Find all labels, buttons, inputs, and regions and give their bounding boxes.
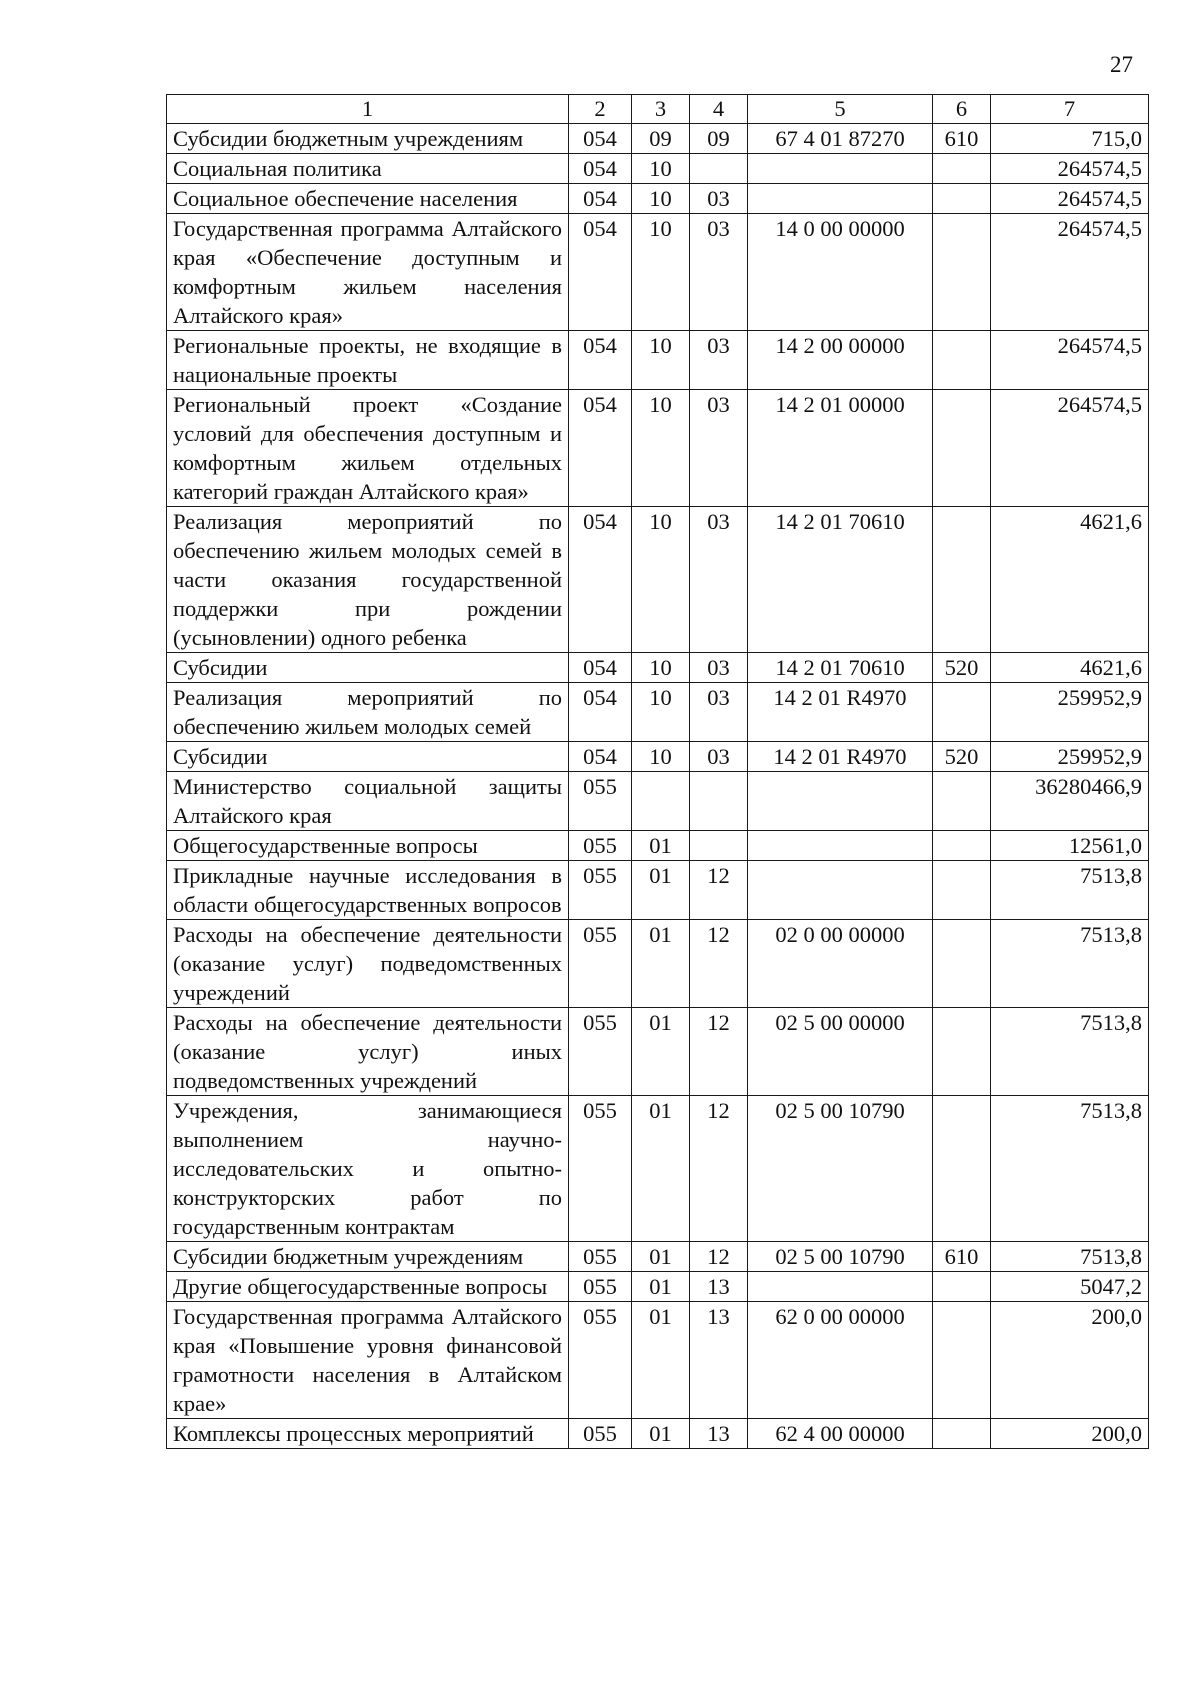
section-code-cell: 01 xyxy=(632,1272,690,1302)
amount-cell: 715,0 xyxy=(991,124,1149,154)
target-item-cell: 67 4 01 87270 xyxy=(748,124,933,154)
table-row xyxy=(167,1419,1149,1449)
table-row xyxy=(167,331,1149,390)
target-item-cell xyxy=(748,831,933,861)
column-header: 5 xyxy=(748,95,933,124)
amount-cell: 12561,0 xyxy=(991,831,1149,861)
section-code-cell: 10 xyxy=(632,653,690,683)
table-row xyxy=(167,1096,1149,1242)
ministry-code-cell: 055 xyxy=(569,1096,632,1242)
table-row xyxy=(167,653,1149,683)
table-row xyxy=(167,1008,1149,1096)
table-row xyxy=(167,920,1149,1008)
column-header: 4 xyxy=(690,95,748,124)
row-name-cell: Субсидии xyxy=(167,653,569,683)
table-row xyxy=(167,683,1149,742)
subsection-code-cell: 03 xyxy=(690,184,748,214)
column-header: 1 xyxy=(167,95,569,124)
ministry-code-cell: 054 xyxy=(569,683,632,742)
ministry-code-cell: 055 xyxy=(569,1242,632,1272)
table-row xyxy=(167,861,1149,920)
column-header: 7 xyxy=(991,95,1149,124)
expense-type-cell xyxy=(933,831,991,861)
subsection-code-cell: 13 xyxy=(690,1419,748,1449)
expense-type-cell xyxy=(933,1272,991,1302)
ministry-code-cell: 055 xyxy=(569,1272,632,1302)
subsection-code-cell xyxy=(690,831,748,861)
target-item-cell: 02 5 00 10790 xyxy=(748,1242,933,1272)
section-code-cell: 10 xyxy=(632,507,690,653)
amount-cell: 7513,8 xyxy=(991,920,1149,1008)
row-name-cell: Прикладные научные исследования в области общегосударственных вопросов xyxy=(167,861,569,920)
subsection-code-cell: 03 xyxy=(690,683,748,742)
target-item-cell xyxy=(748,861,933,920)
row-name-cell: Социальное обеспечение населения xyxy=(167,184,569,214)
section-code-cell: 01 xyxy=(632,1008,690,1096)
table-row xyxy=(167,742,1149,772)
table-row xyxy=(167,184,1149,214)
amount-cell: 5047,2 xyxy=(991,1272,1149,1302)
ministry-code-cell: 054 xyxy=(569,653,632,683)
ministry-code-cell: 055 xyxy=(569,831,632,861)
section-code-cell: 01 xyxy=(632,1242,690,1272)
row-name-cell: Субсидии xyxy=(167,742,569,772)
section-code-cell: 10 xyxy=(632,742,690,772)
subsection-code-cell: 03 xyxy=(690,331,748,390)
amount-cell: 200,0 xyxy=(991,1419,1149,1449)
target-item-cell xyxy=(748,1272,933,1302)
expense-type-cell xyxy=(933,920,991,1008)
subsection-code-cell: 13 xyxy=(690,1302,748,1419)
amount-cell: 200,0 xyxy=(991,1302,1149,1419)
ministry-code-cell: 054 xyxy=(569,390,632,507)
target-item-cell: 02 0 00 00000 xyxy=(748,920,933,1008)
target-item-cell: 02 5 00 10790 xyxy=(748,1096,933,1242)
row-name-cell: Государственная программа Алтайского края «Обеспечение доступным и комфортным жильем населения Алтайского края» xyxy=(167,214,569,331)
row-name-cell: Государственная программа Алтайского края «Повышение уровня финансовой грамотности населения в Алтайском крае» xyxy=(167,1302,569,1419)
expense-type-cell: 610 xyxy=(933,1242,991,1272)
target-item-cell xyxy=(748,772,933,831)
table-row xyxy=(167,214,1149,331)
section-code-cell: 10 xyxy=(632,683,690,742)
subsection-code-cell: 12 xyxy=(690,861,748,920)
row-name-cell: Расходы на обеспечение деятельности (оказание услуг) иных подведомственных учреждений xyxy=(167,1008,569,1096)
row-name-cell: Реализация мероприятий по обеспечению жильем молодых семей xyxy=(167,683,569,742)
section-code-cell xyxy=(632,772,690,831)
row-name-cell: Реализация мероприятий по обеспечению жильем молодых семей в части оказания государственной поддержки при рождении (усыновлении) одного ребенка xyxy=(167,507,569,653)
subsection-code-cell: 12 xyxy=(690,1008,748,1096)
section-code-cell: 01 xyxy=(632,1419,690,1449)
subsection-code-cell xyxy=(690,772,748,831)
target-item-cell xyxy=(748,154,933,184)
section-code-cell: 01 xyxy=(632,831,690,861)
ministry-code-cell: 055 xyxy=(569,1008,632,1096)
subsection-code-cell: 12 xyxy=(690,920,748,1008)
row-name-cell: Комплексы процессных мероприятий xyxy=(167,1419,569,1449)
row-name-cell: Субсидии бюджетным учреждениям xyxy=(167,124,569,154)
budget-table xyxy=(166,94,1149,1449)
subsection-code-cell: 12 xyxy=(690,1096,748,1242)
amount-cell: 7513,8 xyxy=(991,861,1149,920)
ministry-code-cell: 054 xyxy=(569,742,632,772)
target-item-cell: 14 2 01 70610 xyxy=(748,653,933,683)
table-row xyxy=(167,124,1149,154)
ministry-code-cell: 055 xyxy=(569,772,632,831)
expense-type-cell xyxy=(933,861,991,920)
section-code-cell: 01 xyxy=(632,920,690,1008)
ministry-code-cell: 055 xyxy=(569,861,632,920)
subsection-code-cell: 03 xyxy=(690,214,748,331)
section-code-cell: 01 xyxy=(632,861,690,920)
subsection-code-cell xyxy=(690,154,748,184)
table-row xyxy=(167,390,1149,507)
section-code-cell: 10 xyxy=(632,331,690,390)
subsection-code-cell: 03 xyxy=(690,390,748,507)
expense-type-cell xyxy=(933,507,991,653)
expense-type-cell: 520 xyxy=(933,742,991,772)
target-item-cell: 14 0 00 00000 xyxy=(748,214,933,331)
amount-cell: 264574,5 xyxy=(991,214,1149,331)
table-row xyxy=(167,154,1149,184)
table-body xyxy=(167,124,1149,1449)
subsection-code-cell: 12 xyxy=(690,1242,748,1272)
row-name-cell: Региональный проект «Создание условий для обеспечения доступным и комфортным жильем отдельных категорий граждан Алтайского края» xyxy=(167,390,569,507)
expense-type-cell: 520 xyxy=(933,653,991,683)
amount-cell: 4621,6 xyxy=(991,653,1149,683)
expense-type-cell xyxy=(933,184,991,214)
expense-type-cell: 610 xyxy=(933,124,991,154)
subsection-code-cell: 03 xyxy=(690,742,748,772)
expense-type-cell xyxy=(933,154,991,184)
subsection-code-cell: 09 xyxy=(690,124,748,154)
row-name-cell: Общегосударственные вопросы xyxy=(167,831,569,861)
expense-type-cell xyxy=(933,1096,991,1242)
target-item-cell: 02 5 00 00000 xyxy=(748,1008,933,1096)
ministry-code-cell: 055 xyxy=(569,1302,632,1419)
page-number: 27 xyxy=(1110,52,1133,77)
expense-type-cell xyxy=(933,390,991,507)
subsection-code-cell: 03 xyxy=(690,507,748,653)
target-item-cell: 62 0 00 00000 xyxy=(748,1302,933,1419)
expense-type-cell xyxy=(933,1419,991,1449)
target-item-cell: 14 2 01 70610 xyxy=(748,507,933,653)
ministry-code-cell: 055 xyxy=(569,920,632,1008)
amount-cell: 259952,9 xyxy=(991,683,1149,742)
amount-cell: 7513,8 xyxy=(991,1008,1149,1096)
table-row xyxy=(167,507,1149,653)
expense-type-cell xyxy=(933,683,991,742)
expense-type-cell xyxy=(933,1008,991,1096)
section-code-cell: 10 xyxy=(632,154,690,184)
table-row xyxy=(167,1242,1149,1272)
table-row xyxy=(167,1302,1149,1419)
row-name-cell: Субсидии бюджетным учреждениям xyxy=(167,1242,569,1272)
target-item-cell: 14 2 01 00000 xyxy=(748,390,933,507)
table-row xyxy=(167,831,1149,861)
subsection-code-cell: 13 xyxy=(690,1272,748,1302)
column-header: 6 xyxy=(933,95,991,124)
row-name-cell: Учреждения, занимающиеся выполнением научно-исследовательских и опытно-конструкторских работ по государственным контрактам xyxy=(167,1096,569,1242)
column-header: 2 xyxy=(569,95,632,124)
amount-cell: 264574,5 xyxy=(991,331,1149,390)
ministry-code-cell: 054 xyxy=(569,154,632,184)
target-item-cell xyxy=(748,184,933,214)
column-header: 3 xyxy=(632,95,690,124)
section-code-cell: 10 xyxy=(632,214,690,331)
amount-cell: 264574,5 xyxy=(991,154,1149,184)
section-code-cell: 10 xyxy=(632,390,690,507)
amount-cell: 264574,5 xyxy=(991,390,1149,507)
ministry-code-cell: 054 xyxy=(569,184,632,214)
amount-cell: 4621,6 xyxy=(991,507,1149,653)
ministry-code-cell: 054 xyxy=(569,124,632,154)
target-item-cell: 14 2 00 00000 xyxy=(748,331,933,390)
amount-cell: 264574,5 xyxy=(991,184,1149,214)
section-code-cell: 01 xyxy=(632,1302,690,1419)
target-item-cell: 62 4 00 00000 xyxy=(748,1419,933,1449)
header-row xyxy=(167,95,1149,124)
amount-cell: 36280466,9 xyxy=(991,772,1149,831)
subsection-code-cell: 03 xyxy=(690,653,748,683)
ministry-code-cell: 054 xyxy=(569,507,632,653)
ministry-code-cell: 055 xyxy=(569,1419,632,1449)
amount-cell: 7513,8 xyxy=(991,1242,1149,1272)
row-name-cell: Региональные проекты, не входящие в национальные проекты xyxy=(167,331,569,390)
section-code-cell: 01 xyxy=(632,1096,690,1242)
ministry-code-cell: 054 xyxy=(569,331,632,390)
amount-cell: 259952,9 xyxy=(991,742,1149,772)
amount-cell: 7513,8 xyxy=(991,1096,1149,1242)
row-name-cell: Расходы на обеспечение деятельности (оказание услуг) подведомственных учреждений xyxy=(167,920,569,1008)
section-code-cell: 09 xyxy=(632,124,690,154)
section-code-cell: 10 xyxy=(632,184,690,214)
table-row xyxy=(167,1272,1149,1302)
expense-type-cell xyxy=(933,1302,991,1419)
expense-type-cell xyxy=(933,331,991,390)
target-item-cell: 14 2 01 R4970 xyxy=(748,742,933,772)
expense-type-cell xyxy=(933,772,991,831)
row-name-cell: Другие общегосударственные вопросы xyxy=(167,1272,569,1302)
ministry-code-cell: 054 xyxy=(569,214,632,331)
row-name-cell: Министерство социальной защиты Алтайского края xyxy=(167,772,569,831)
expense-type-cell xyxy=(933,214,991,331)
target-item-cell: 14 2 01 R4970 xyxy=(748,683,933,742)
table-row xyxy=(167,772,1149,831)
row-name-cell: Социальная политика xyxy=(167,154,569,184)
